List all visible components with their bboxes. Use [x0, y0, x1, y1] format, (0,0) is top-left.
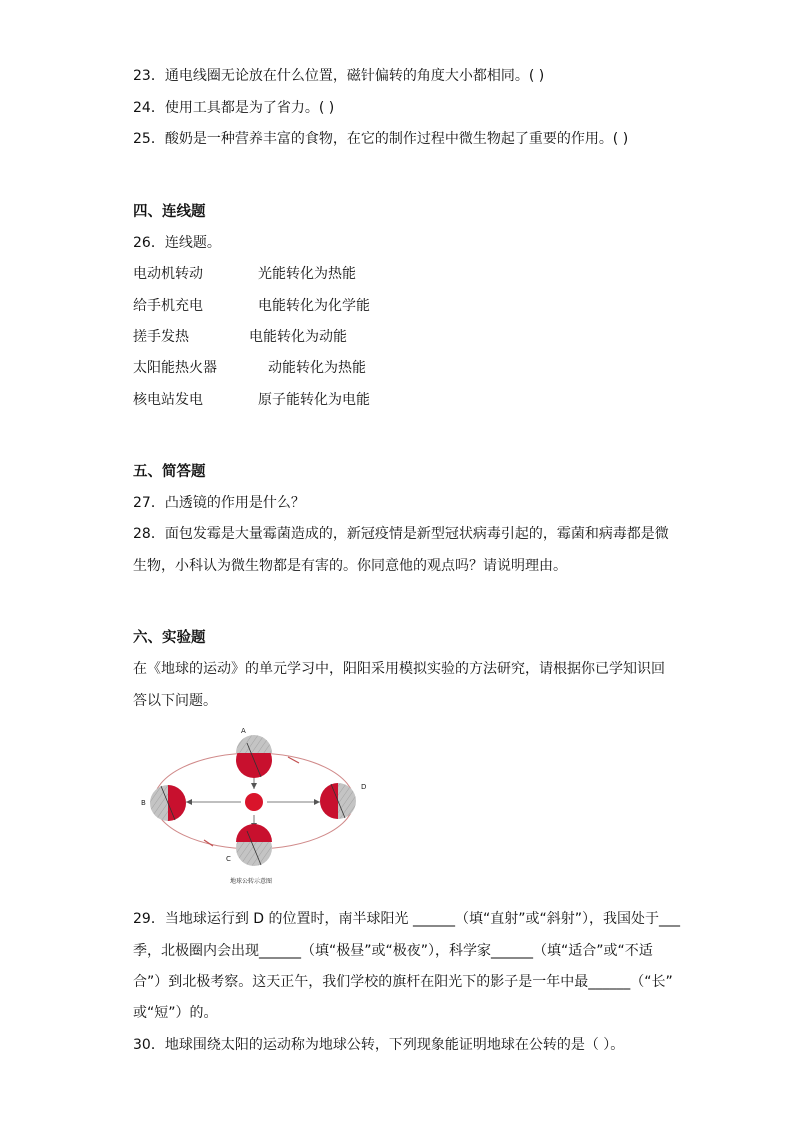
- match-right-item-3: 电能转化为动能: [249, 329, 347, 345]
- match-right-item-4: 动能转化为热能: [268, 360, 366, 376]
- question-27: 27．凸透镜的作用是什么？: [133, 495, 305, 511]
- intro-line-1: 在《地球的运动》的单元学习中，阳阳采用模拟实验的方法研究，请根据你已学知识回: [133, 661, 665, 677]
- match-left-item-3: 搓手发热: [133, 329, 189, 345]
- question-28-line-1: 28．面包发霉是大量霉菌造成的，新冠疫情是新型冠状病毒引起的，霉菌和病毒都是微: [133, 526, 669, 542]
- match-left-item-1: 电动机转动: [133, 266, 203, 282]
- earth-b: [150, 785, 186, 821]
- match-right-item-1: 光能转化为热能: [258, 266, 356, 282]
- label-b: B: [141, 799, 146, 807]
- question-30: 30．地球围绕太阳的运动称为地球公转，下列现象能证明地球在公转的是（ ）。: [133, 1037, 625, 1053]
- section-6-heading: 六、实验题: [133, 630, 206, 646]
- earth-d: [320, 783, 356, 819]
- match-right-item-5: 原子能转化为电能: [258, 392, 370, 408]
- intro-line-2: 答以下问题。: [133, 693, 217, 709]
- question-29-line-2: 季，北极圈内会出现______（填“极昼”或“极夜”），科学家______（填“适合”或“不适: [133, 943, 653, 959]
- question-24: 24．使用工具都是为了省力。( ): [133, 100, 335, 116]
- question-29-line-4: 或“短”）的。: [133, 1005, 218, 1021]
- label-c: C: [226, 855, 231, 863]
- match-left-item-5: 核电站发电: [133, 392, 203, 408]
- earth-c: [236, 824, 272, 866]
- question-29-line-1: 29．当地球运行到 D 的位置时，南半球阳光 ______（填“直射”或“斜射”），我国处于___: [133, 911, 680, 927]
- label-d: D: [361, 783, 367, 791]
- question-28-line-2: 生物，小科认为微生物都是有害的。你同意他的观点吗？请说明理由。: [133, 558, 567, 574]
- earth-a: [236, 735, 272, 778]
- question-23: 23．通电线圈无论放在什么位置，磁针偏转的角度大小都相同。( ): [133, 68, 545, 84]
- earth-orbit-diagram: [138, 723, 378, 888]
- match-right-item-2: 电能转化为化学能: [258, 298, 370, 314]
- match-left-item-4: 太阳能热火器: [133, 360, 217, 376]
- match-left-item-2: 给手机充电: [133, 298, 203, 314]
- section-4-heading: 四、连线题: [133, 204, 206, 220]
- question-26: 26．连线题。: [133, 235, 221, 251]
- question-25: 25．酸奶是一种营养丰富的食物，在它的制作过程中微生物起了重要的作用。( ): [133, 131, 629, 147]
- question-29-line-3: 合”）到北极考察。这天正午，我们学校的旗杆在阳光下的影子是一年中最______（“长”: [133, 974, 673, 990]
- label-a: A: [241, 727, 246, 735]
- diagram-caption: 地球公转示意图: [230, 878, 273, 885]
- sun: [245, 793, 263, 811]
- section-5-heading: 五、简答题: [133, 464, 206, 480]
